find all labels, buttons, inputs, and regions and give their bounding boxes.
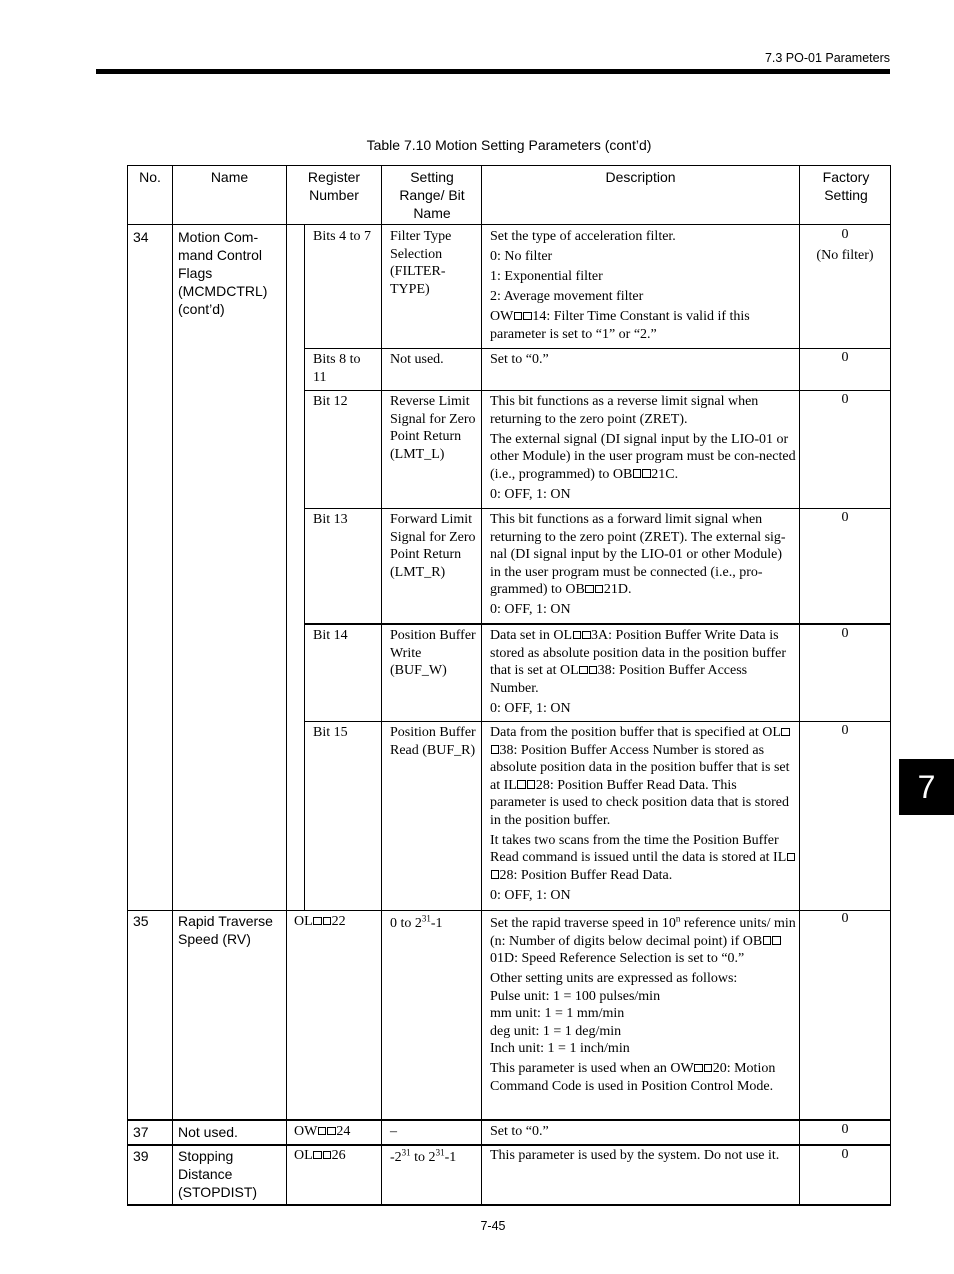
row39-name: Stopping Distance (STOPDIST)	[178, 1148, 258, 1200]
row34-no: 34	[133, 229, 149, 245]
bit-description: Set the type of acceleration filter. 0: No filter 1: Exponential filter 2: Average movement filter OW 14: Filter Time Constant is valid if this parameter is set to “1” or “2.”	[490, 229, 750, 342]
placeholder-box-icon	[514, 312, 523, 321]
bit-description: This bit functions as a reverse limit signal when returning to the zero point (ZRET). The external signal (DI signal input by the LIO-01 or other Module) in the user program must be con-nected (i.e., programmed) to OB 21C. 0: OFF, 1: ON	[490, 394, 796, 502]
placeholder-box-icon	[573, 631, 582, 640]
placeholder-box-icon	[704, 1064, 713, 1073]
row39-range: $-2^{31}$ to $2^{31}-1$	[390, 1147, 457, 1165]
table-caption: Table 7.10 Motion Setting Parameters (cont’d)	[366, 137, 652, 153]
row35-range: 0 to $2^{31}-1$	[390, 913, 443, 931]
section-header: 7.3 PO-01 Parameters	[764, 51, 890, 65]
page-number: 7-45	[480, 1219, 506, 1233]
placeholder-box-icon	[763, 936, 772, 945]
placeholder-box-icon	[781, 728, 790, 737]
bit-label: Bit 14	[313, 628, 348, 643]
placeholder-box-icon	[313, 917, 322, 926]
row35-name: Rapid Traverse Speed (RV)	[178, 913, 273, 947]
bit-description: Data set in OL 3A: Position Buffer Write Data is stored as absolute position data in the position buffer that is set at OL 38: Position Buffer Access Number. 0: OFF, 1: ON	[490, 628, 787, 716]
placeholder-box-icon	[523, 312, 532, 321]
col-header-register: Register Number	[307, 169, 361, 203]
placeholder-box-icon	[517, 780, 526, 789]
row34-name: Motion Com-mand Control Flags (MCMDCTRL) (cont’d)	[178, 229, 268, 317]
header-rule	[96, 69, 890, 74]
row39-register: OL 26	[294, 1148, 346, 1163]
placeholder-box-icon	[633, 469, 642, 478]
placeholder-box-icon	[491, 745, 500, 754]
bit-label: Bit 12	[313, 394, 348, 409]
placeholder-box-icon	[582, 631, 591, 640]
col-header-setting: Setting Range/ Bit Name	[399, 169, 465, 221]
row37-no: 37	[133, 1124, 149, 1140]
factory-setting-note: (No filter)	[816, 248, 874, 263]
bit-name: Position Buffer Write (BUF_W)	[390, 628, 476, 678]
factory-setting: 0	[841, 723, 849, 738]
placeholder-box-icon	[323, 1151, 332, 1160]
bit-label: Bit 13	[313, 512, 348, 527]
bit-name: Filter Type Selection (FILTER-TYPE)	[390, 229, 452, 297]
row39-factory: 0	[841, 1147, 849, 1162]
row35-no: 35	[133, 913, 149, 929]
placeholder-box-icon	[323, 917, 332, 926]
placeholder-box-icon	[527, 780, 536, 789]
row37-description: Set to “0.”	[490, 1124, 549, 1139]
col-header-name: Name	[210, 169, 249, 185]
placeholder-box-icon	[642, 469, 651, 478]
bit-name: Not used.	[390, 352, 444, 367]
bit-name: Position Buffer Read (BUF_R)	[390, 725, 476, 758]
placeholder-box-icon	[772, 936, 781, 945]
placeholder-box-icon	[589, 666, 598, 675]
factory-setting: 0	[841, 392, 849, 407]
col-header-factory: Factory Setting	[822, 169, 870, 203]
placeholder-box-icon	[787, 853, 796, 862]
bit-label: Bits 4 to 7	[313, 229, 371, 244]
placeholder-box-icon	[694, 1064, 703, 1073]
placeholder-box-icon	[313, 1151, 322, 1160]
bit-description: Data from the position buffer that is specified at OL38: Position Buffer Access Number is stored as absolute position data in the position buffer that is set at IL 28: Position Buffer Read Data. This parameter is used to check position data that is stored in the position buffer. It takes two scans from the time the Position Buffer Read command is issued until the data is stored at IL28: Position Buffer Read Data. 0: OFF, 1: ON	[490, 724, 796, 907]
placeholder-box-icon	[579, 666, 588, 675]
row37-range: –	[390, 1124, 397, 1139]
placeholder-box-icon	[318, 1127, 327, 1136]
factory-setting: 0	[841, 510, 849, 525]
col-header-description: Description	[605, 169, 676, 185]
bit-label: Bit 15	[313, 725, 348, 740]
row37-factory: 0	[841, 1122, 849, 1137]
motion-parameters-table	[127, 165, 891, 1206]
factory-setting: 0	[841, 350, 849, 365]
placeholder-box-icon	[491, 870, 500, 879]
bit-label: Bits 8 to 11	[313, 352, 361, 385]
factory-setting: 0	[841, 227, 849, 242]
chapter-tab: 7	[899, 759, 954, 815]
col-header-no: No.	[139, 169, 161, 185]
row39-description: This parameter is used by the system. Do not use it.	[490, 1148, 780, 1163]
row35-description: Set the rapid traverse speed in 10$^n$ reference units/ min (n: Number of digits below decimal point) if OB01D: Speed Reference Selection is set to “0.” Other setting units are expressed as follows: Pulse unit: 1 = 100 pulses/min mm unit: 1 = 1 mm/min deg unit: 1 = 1 deg/min Inch unit: 1 = 1 inch/min This parameter is used when an OW 20: Motion Command Code is used in Position Control Mode.	[490, 913, 796, 1094]
bit-description: Set to “0.”	[490, 352, 549, 367]
placeholder-box-icon	[595, 585, 604, 594]
placeholder-box-icon	[327, 1127, 336, 1136]
bit-description: This bit functions as a forward limit signal when returning to the zero point (ZRET). The external sig-nal (DI signal input by the LIO-01 or other Module) in the user program must be connected (i.e., pro-grammed) to OB 21D. 0: OFF, 1: ON	[490, 512, 786, 617]
row37-register: OW 24	[294, 1124, 351, 1139]
row35-register: OL 22	[294, 914, 346, 929]
row37-name: Not used.	[178, 1124, 238, 1140]
placeholder-box-icon	[585, 585, 594, 594]
row35-factory: 0	[841, 911, 849, 926]
bit-name: Reverse Limit Signal for Zero Point Return (LMT_L)	[390, 394, 476, 462]
bit-name: Forward Limit Signal for Zero Point Return (LMT_R)	[390, 512, 476, 580]
factory-setting: 0	[841, 626, 849, 641]
row39-no: 39	[133, 1148, 149, 1164]
